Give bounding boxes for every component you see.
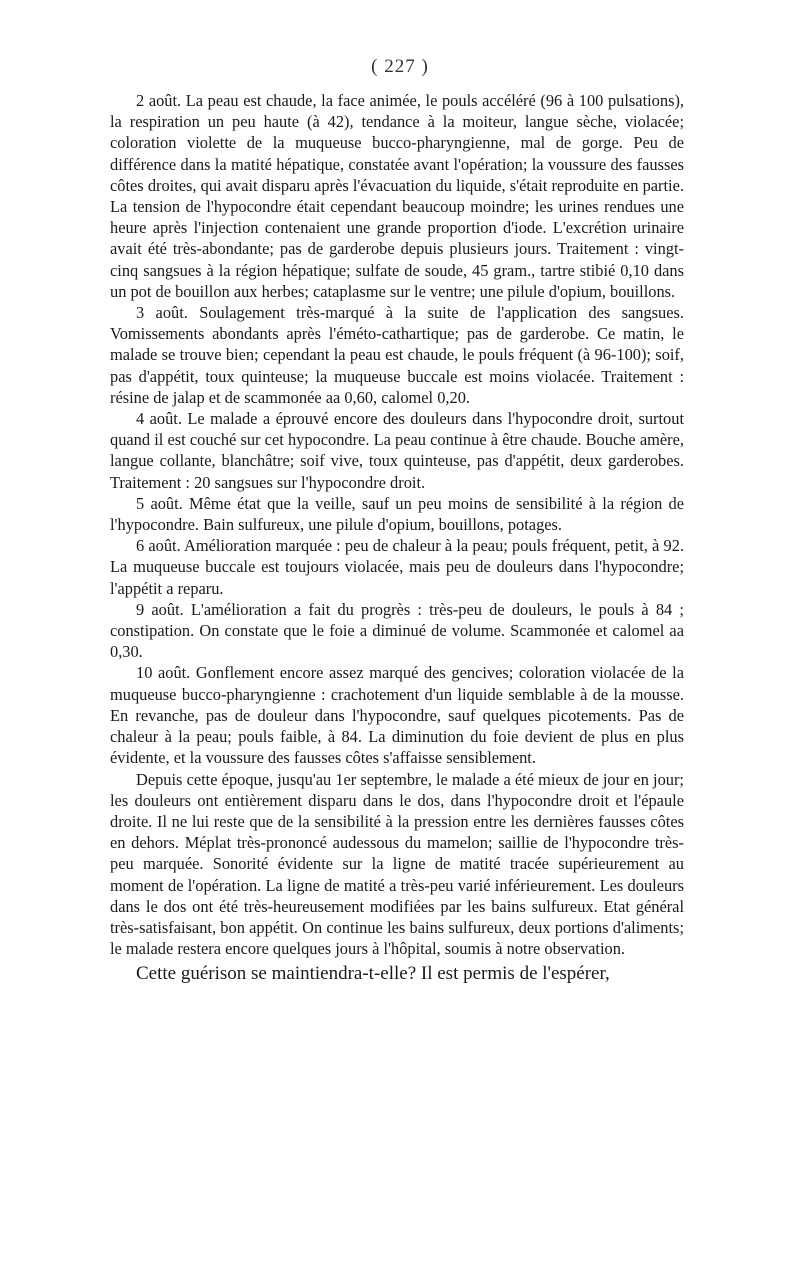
paragraph-since-then: Depuis cette époque, jusqu'au 1er septembre, le malade a été mieux de jour en jour; les douleurs ont entièrement disparu dans le dos, dans l'hypocondre droit et l'épaule droite. Il ne lui reste que de la sensibilité à la pression entre les dernières fausses côtes en dehors. Méplat très-prononcé audessous du mamelon; saillie de l'hypocondre très-peu marquée. Sonorité évidente sur la ligne de matité tracée supérieurement au moment de l'opération. La ligne de matité a très-peu varié inférieurement. Les douleurs dans le dos ont été très-heureusement modifiées par les bains sulfureux. Etat général très-satisfaisant, bon appétit. On continue les bains sulfureux, deux portions d'aliments; le malade restera encore quelques jours à l'hôpital, soumis à notre observation. <box>110 769 684 959</box>
body-text <box>110 90 684 987</box>
page-number: ( 227 ) <box>371 56 429 77</box>
paragraph-aug-2: 2 août. La peau est chaude, la face animée, le pouls accéléré (96 à 100 pulsations), la respiration un peu haute (à 42), tendance à la moiteur, langue sèche, violacée; coloration violette de la muqueuse bucco-pharyngienne, mal de gorge. Peu de différence dans la matité hépatique, constatée avant l'opération; la voussure des fausses côtes droites, qui avait disparu après l'évacuation du liquide, s'était reproduite en partie. La tension de l'hypocondre était cependant beaucoup moindre; les urines rendues une heure après l'injection contenaient une grande proportion d'iode. L'excrétion urinaire avait été très-abondante; pas de garderobe depuis plusieurs jours. Traitement : vingt-cinq sangsues à la région hépatique; sulfate de soude, 45 gram., tartre stibié 0,10 dans un pot de bouillon aux herbes; cataplasme sur le ventre; une pilule d'opium, bouillons. <box>110 91 684 301</box>
paragraph-aug-3: 3 août. Soulagement très-marqué à la suite de l'application des sangsues. Vomissements abondants après l'éméto-cathartique; pas de garderobe. Ce matin, le malade se trouve bien; cependant la peau est chaude, le pouls fréquent (à 96-100); soif, pas d'appétit, toux quinteuse; la muqueuse buccale est moins violacée. Traitement : résine de jalap et de scammonée aa 0,60, calomel 0,20. <box>110 303 684 407</box>
paragraph-aug-5: 5 août. Même état que la veille, sauf un peu moins de sensibilité à la région de l'hypocondre. Bain sulfureux, une pilule d'opium, bouillons, potages. <box>110 493 684 535</box>
paragraph-aug-10: 10 août. Gonflement encore assez marqué des gencives; coloration violacée de la muqueuse bucco-pharyngienne : crachotement d'un liquide semblable à de la mousse. En revanche, pas de douleur dans l'hypocondre, sauf quelques picotements. Pas de chaleur à la peau; pouls faible, à 84. La diminution du foie devient de plus en plus évidente, et la voussure des fausses côtes s'affaisse sensiblement. <box>110 663 684 768</box>
paragraph-aug-9: 9 août. L'amélioration a fait du progrès : très-peu de douleurs, le pouls à 84 ; constipation. On constate que le foie a diminué de volume. Scammonée et calomel aa 0,30. <box>110 599 684 662</box>
paragraph-aug-6: 6 août. Amélioration marquée : peu de chaleur à la peau; pouls fréquent, petit, à 92. La muqueuse buccale est toujours violacée, mais peu de douleurs dans l'hypocondre; l'appétit a reparu. <box>110 536 684 598</box>
paragraph-conclusion: Cette guérison se maintiendra-t-elle? Il est permis de l'espérer, <box>136 963 610 985</box>
paragraph-aug-4: 4 août. Le malade a éprouvé encore des douleurs dans l'hypocondre droit, surtout quand il est couché sur cet hypocondre. La peau continue à être chaude. Bouche amère, langue collante, blanchâtre; soif vive, toux quinteuse, pas d'appétit, deux garderobes. Traitement : 20 sangsues sur l'hypocondre droit. <box>110 409 684 492</box>
